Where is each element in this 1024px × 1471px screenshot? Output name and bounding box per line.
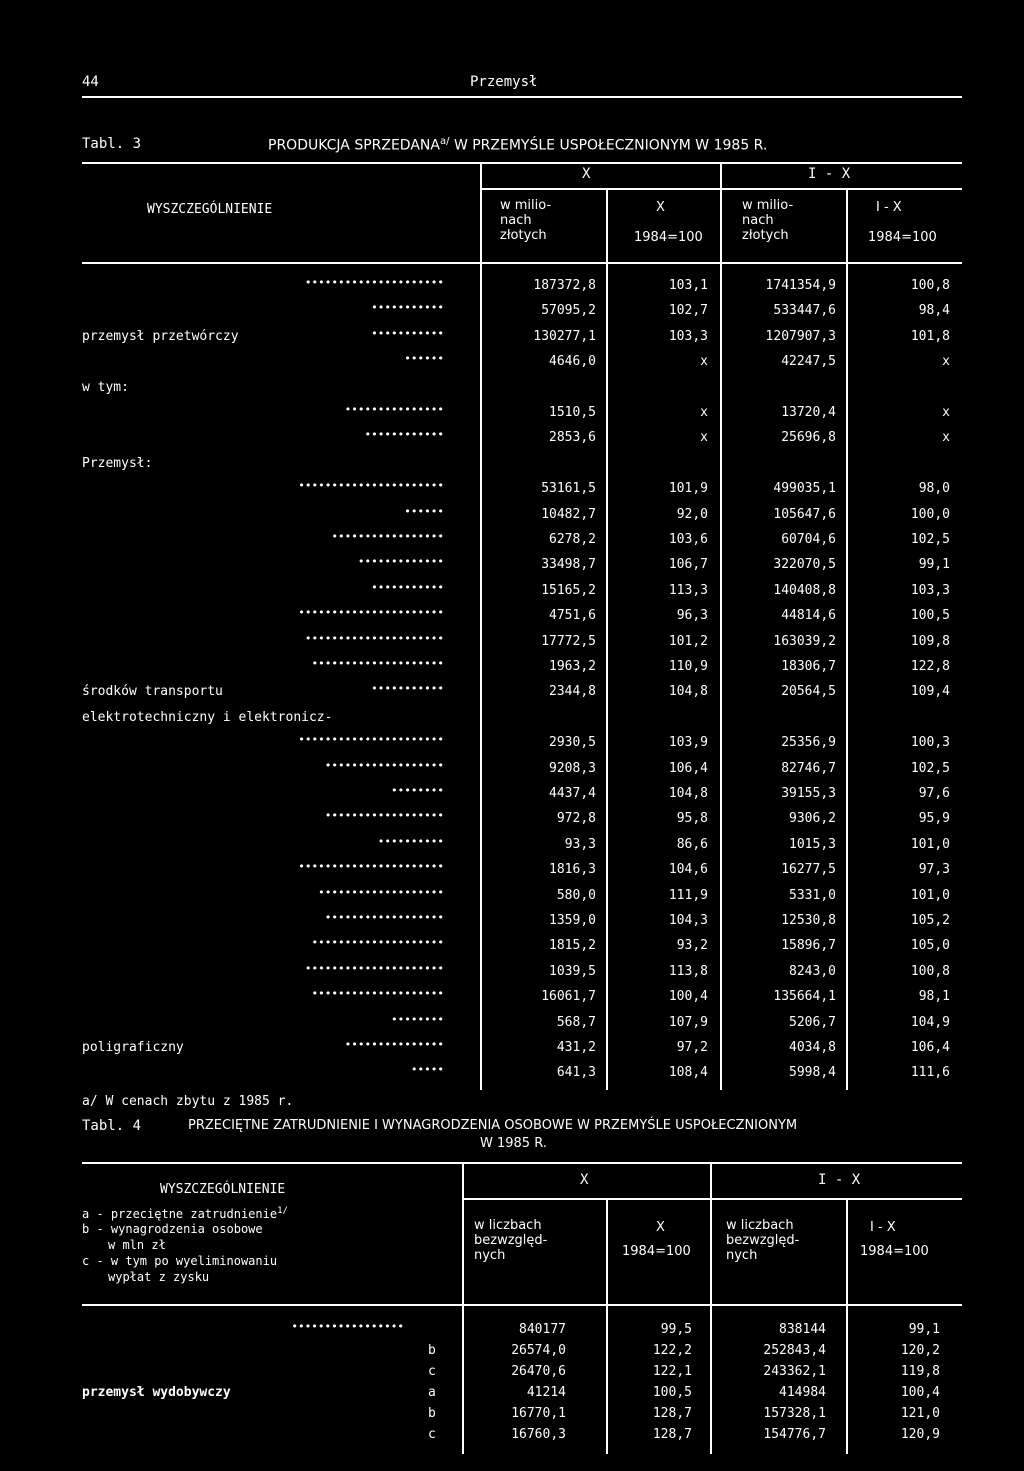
leader-dots: ••••••••••••• [357,555,444,568]
leader-dots: •••••••••• [377,835,444,848]
table-cell: x [942,430,950,445]
table-cell: 106,4 [910,1040,950,1055]
leader-dots: ••••• [410,1063,444,1076]
table-cell: 33498,7 [541,557,596,572]
table-cell: 9306,2 [789,811,836,826]
table4-stub-c2: wypłat z zysku [108,1270,210,1284]
table-cell: 972,8 [556,811,596,826]
table-cell: 12530,8 [781,913,836,928]
table-cell: 4034,8 [789,1040,836,1055]
table-cell: 840177 [519,1322,566,1337]
table-cell: 154776,7 [763,1427,826,1442]
table-cell: 4751,6 [549,608,596,623]
table-cell: 110,9 [668,659,708,674]
table-cell: 39155,3 [781,786,836,801]
leader-dots: ••••••••••••••••••• [318,886,444,899]
table-cell: 157328,1 [763,1406,826,1421]
table-cell: 104,8 [668,684,708,699]
table-cell: 1207907,3 [765,329,836,344]
table-cell: x [700,405,708,420]
table-cell: 16770,1 [511,1406,566,1421]
row-label: Przemysł: [82,456,153,471]
table-cell: 104,3 [668,913,708,928]
table-cell: 8243,0 [789,964,836,979]
table3-col4-header-b: 1984=100 [868,230,937,245]
leader-dots: •••••••••••••••••••••• [298,733,444,746]
table-cell: 113,8 [668,964,708,979]
leader-dots: •••••••••••••••••••••• [298,479,444,492]
table3-col2-header-a: X [656,200,665,215]
row-label: środków transportu [82,684,223,699]
leader-dots: ••••••••••• [371,301,444,314]
table3-title: PRODUKCJA $SPRZEDANA^{a/}$ W PRZEMYŚLE USPOŁECZNIONYM W 1985 R. [268,136,768,154]
table-cell: 102,5 [910,532,950,547]
table-cell: 16061,7 [541,989,596,1004]
leader-dots: •••••••••••••••••••• [311,657,444,670]
table-cell: 13720,4 [781,405,836,420]
row-key: a [428,1385,436,1400]
table-cell: 92,0 [676,507,708,522]
table3-col1-header: w milio- nach złotych [500,198,552,243]
table-cell: 101,9 [668,481,708,496]
table3-label: Tabl. 3 [82,136,142,152]
table3-col2-header-b: 1984=100 [634,230,703,245]
table4-group1: X [580,1172,589,1188]
table-cell: 95,8 [676,811,708,826]
table4-stub-header: WYSZCZEGÓLNIENIE [160,1182,286,1197]
table-cell: 100,0 [910,507,950,522]
table-cell: 101,8 [910,329,950,344]
table-cell: x [942,405,950,420]
table-cell: 431,2 [556,1040,596,1055]
table-cell: 18306,7 [781,659,836,674]
table-cell: 103,1 [668,278,708,293]
leader-dots: •••••••••••••••••••• [311,987,444,1000]
table-cell: 99,1 [918,557,950,572]
table-cell: 100,5 [652,1385,692,1400]
table-cell: 2930,5 [549,735,596,750]
leader-dots: •••••••••••••••••••• [311,936,444,949]
leader-dots: •••••••• [391,784,444,797]
table-cell: 533447,6 [773,303,836,318]
table4-group2: I - X [818,1172,861,1188]
table4-col4-header-a: I - X [870,1220,896,1235]
table-cell: 95,9 [918,811,950,826]
table-cell: 10482,7 [541,507,596,522]
running-title: Przemysł [470,74,538,90]
table-cell: 97,3 [918,862,950,877]
table-cell: 102,5 [910,761,950,776]
table-cell: 16760,3 [511,1427,566,1442]
table-cell: 128,7 [652,1406,692,1421]
table3-stub-header: WYSZCZEGÓLNIENIE [147,202,273,217]
table-cell: 130277,1 [533,329,596,344]
table-cell: 100,4 [668,989,708,1004]
table4-col2-header-a: X [656,1220,665,1235]
table-cell: 111,9 [668,888,708,903]
leader-dots: ••••••••••••••• [344,1038,444,1051]
table3-group1: X [582,166,591,182]
table-cell: 104,8 [668,786,708,801]
table-cell: 105,0 [910,938,950,953]
table-cell: 103,3 [668,329,708,344]
table-cell: 100,8 [910,964,950,979]
table-cell: 499035,1 [773,481,836,496]
table-cell: 163039,2 [773,634,836,649]
table4-title-line2: W 1985 R. [480,1136,547,1151]
table-cell: 99,1 [908,1322,940,1337]
table-cell: 252843,4 [763,1343,826,1358]
table-cell: 15165,2 [541,583,596,598]
table-cell: 111,6 [910,1065,950,1080]
table-cell: 1815,2 [549,938,596,953]
table-cell: 104,6 [668,862,708,877]
table-cell: 2344,8 [549,684,596,699]
leader-dots: •••••••• [391,1013,444,1026]
table4-label: Tabl. 4 [82,1118,142,1134]
table-cell: 4437,4 [549,786,596,801]
table-cell: 1816,3 [549,862,596,877]
table-cell: 106,4 [668,761,708,776]
table-cell: 120,9 [900,1427,940,1442]
table-cell: 15896,7 [781,938,836,953]
table-cell: 100,3 [910,735,950,750]
leader-dots: ••••••••••• [371,327,444,340]
table-cell: 243362,1 [763,1364,826,1379]
table4-col1-header: w liczbach bezwzględ- nych [474,1218,548,1263]
table-cell: 20564,5 [781,684,836,699]
table-cell: 98,0 [918,481,950,496]
table-cell: 101,0 [910,837,950,852]
row-label: przemysł przetwórczy [82,329,239,344]
table-cell: 103,3 [910,583,950,598]
page-number: 44 [82,74,99,90]
leader-dots: ••••••••••••••••• [291,1320,404,1333]
table-cell: 101,0 [910,888,950,903]
leader-dots: •••••••••••••••••••••• [298,606,444,619]
table-cell: 103,9 [668,735,708,750]
table4-top-rule [82,1162,962,1164]
table-cell: 82746,7 [781,761,836,776]
leader-dots: •••••• [404,505,444,518]
row-label: w tym: [82,380,129,395]
table-cell: 26470,6 [511,1364,566,1379]
table-cell: 41214 [526,1385,566,1400]
table-cell: 98,1 [918,989,950,1004]
table-cell: 97,2 [676,1040,708,1055]
table-cell: 1510,5 [549,405,596,420]
table-cell: 113,3 [668,583,708,598]
table4-head-rule [82,1304,962,1306]
table-cell: 53161,5 [541,481,596,496]
table4-col2-header-b: 1984=100 [622,1244,691,1259]
leader-dots: ••••••••••••••••••••• [304,276,444,289]
table4-col4-header-b: 1984=100 [860,1244,929,1259]
table-cell: 5206,7 [789,1015,836,1030]
table-cell: 6278,2 [549,532,596,547]
table-cell: 98,4 [918,303,950,318]
table-cell: 93,3 [564,837,596,852]
row-label: poligraficzny [82,1040,184,1055]
table-cell: 100,8 [910,278,950,293]
table-cell: 135664,1 [773,989,836,1004]
row-label: elektrotechniczny i elektronicz- [82,710,333,725]
table-cell: 97,6 [918,786,950,801]
table-cell: 140408,8 [773,583,836,598]
table-cell: 1015,3 [789,837,836,852]
row-key: c [428,1364,436,1379]
table-cell: x [942,354,950,369]
leader-dots: ••••••••••••••••••••• [304,632,444,645]
table4-stub-b2: w mln zł [108,1238,166,1252]
leader-dots: •••••••••••• [364,428,444,441]
table-cell: 122,8 [910,659,950,674]
table-cell: 42247,5 [781,354,836,369]
table-cell: 25696,8 [781,430,836,445]
table-cell: 104,9 [910,1015,950,1030]
table3-group2: I - X [808,166,851,182]
table-cell: 838144 [779,1322,826,1337]
table4-stub-a: a - przeciętne zatrudnienie$^{1/}$ [82,1206,288,1221]
table-cell: 120,2 [900,1343,940,1358]
table-cell: 108,4 [668,1065,708,1080]
table-cell: 44814,6 [781,608,836,623]
table-cell: 119,8 [900,1364,940,1379]
table4-col3-header: w liczbach bezwzględ- nych [726,1218,800,1263]
table-cell: 122,1 [652,1364,692,1379]
table3-col4-header-a: I - X [876,200,902,215]
table-cell: 100,4 [900,1385,940,1400]
table-cell: 101,2 [668,634,708,649]
table-cell: 1741354,9 [765,278,836,293]
table4-title: PRZECIĘTNE ZATRUDNIENIE I WYNAGRODZENIA OSOBOWE W PRZEMYŚLE USPOŁECZNIONYM [188,1118,798,1133]
table-cell: 121,0 [900,1406,940,1421]
table-cell: 414984 [779,1385,826,1400]
leader-dots: ••••••••••••••••••••• [304,962,444,975]
leader-dots: •••••••••••••••••••••• [298,860,444,873]
table-cell: 187372,8 [533,278,596,293]
table-cell: 103,6 [668,532,708,547]
header-rule [82,96,962,98]
row-key: b [428,1406,436,1421]
row-key: c [428,1427,436,1442]
table4-stub-c: c - w tym po wyeliminowaniu [82,1254,278,1268]
table3-col3-header: w milio- nach złotych [742,198,794,243]
table3-head-rule [82,262,962,264]
leader-dots: ••••••••••• [371,581,444,594]
table-cell: 568,7 [556,1015,596,1030]
table-cell: x [700,354,708,369]
table-cell: 641,3 [556,1065,596,1080]
leader-dots: ••••••••••• [371,682,444,695]
table-cell: 86,6 [676,837,708,852]
table-cell: 128,7 [652,1427,692,1442]
leader-dots: •••••••••••••••••• [324,911,444,924]
table-cell: 109,4 [910,684,950,699]
table-cell: x [700,430,708,445]
table-cell: 26574,0 [511,1343,566,1358]
table-cell: 16277,5 [781,862,836,877]
table-cell: 1039,5 [549,964,596,979]
leader-dots: •••••••••••••••••• [324,809,444,822]
table-cell: 96,3 [676,608,708,623]
table4-stub-b: b - wynagrodzenia osobowe [82,1222,263,1236]
table-cell: 9208,3 [549,761,596,776]
table-cell: 100,5 [910,608,950,623]
table-cell: 93,2 [676,938,708,953]
table-cell: 17772,5 [541,634,596,649]
row-label: przemysł wydobywczy [82,1385,231,1400]
leader-dots: ••••••••••••••••• [331,530,444,543]
table-cell: 25356,9 [781,735,836,750]
table-cell: 99,5 [660,1322,692,1337]
leader-dots: •••••• [404,352,444,365]
table-cell: 322070,5 [773,557,836,572]
table3-footnote: a/ W cenach zbytu z 1985 r. [82,1094,294,1109]
table-cell: 105647,6 [773,507,836,522]
table-cell: 1359,0 [549,913,596,928]
table3-top-rule [82,162,962,164]
leader-dots: ••••••••••••••• [344,403,444,416]
table-cell: 580,0 [556,888,596,903]
leader-dots: •••••••••••••••••• [324,759,444,772]
table-cell: 122,2 [652,1343,692,1358]
table-cell: 1963,2 [549,659,596,674]
table-cell: 107,9 [668,1015,708,1030]
row-key: b [428,1343,436,1358]
table-cell: 5331,0 [789,888,836,903]
table-cell: 109,8 [910,634,950,649]
table-cell: 102,7 [668,303,708,318]
table-cell: 105,2 [910,913,950,928]
table-cell: 60704,6 [781,532,836,547]
table-cell: 106,7 [668,557,708,572]
table-cell: 2853,6 [549,430,596,445]
table-cell: 5998,4 [789,1065,836,1080]
table-cell: 4646,0 [549,354,596,369]
table-cell: 57095,2 [541,303,596,318]
